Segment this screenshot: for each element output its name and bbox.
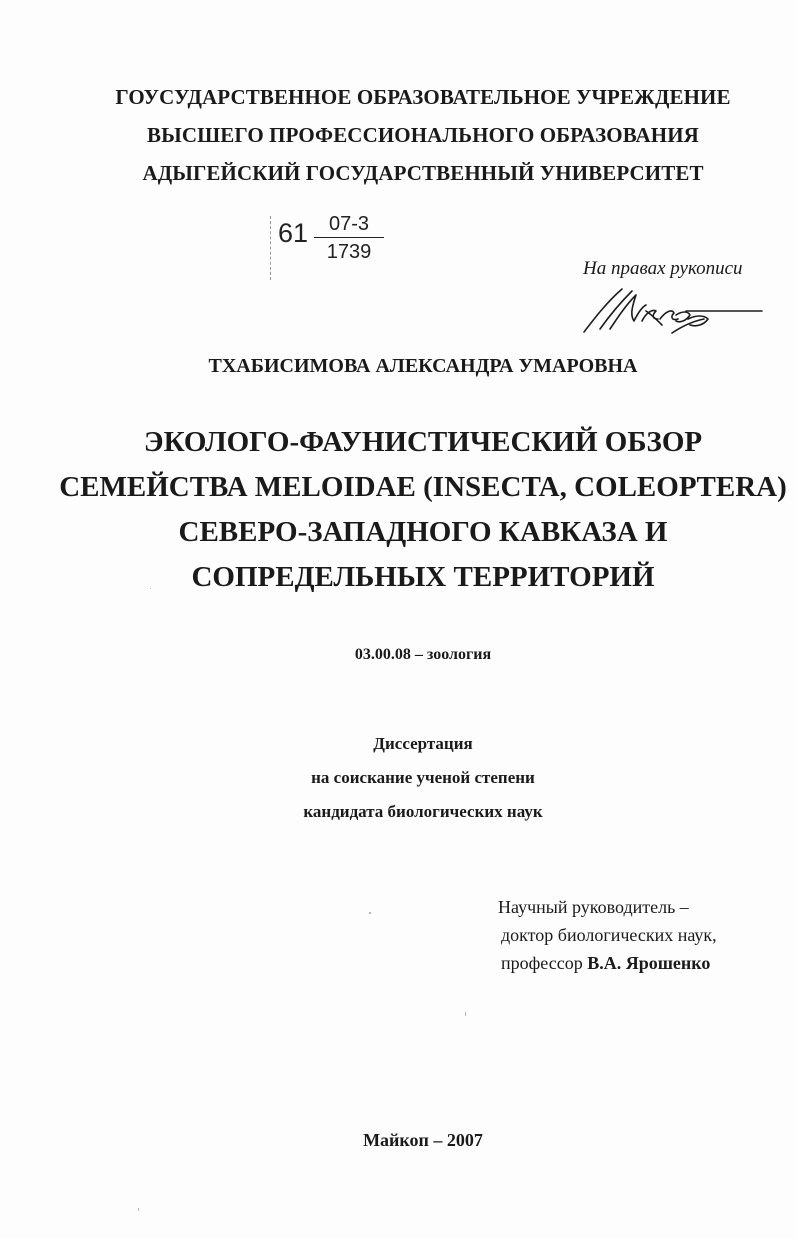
manuscript-rights-note: На правах рукописи <box>583 258 743 279</box>
scan-speck <box>465 1012 466 1016</box>
author-name: ТХАБИСИМОВА АЛЕКСАНДРА УМАРОВНА <box>208 355 638 377</box>
dissertation-title <box>0 420 796 600</box>
degree-line-1: Диссертация <box>373 734 473 753</box>
scan-speck <box>369 912 371 914</box>
title-line-4: СОПРЕДЕЛЬНЫХ ТЕРРИТОРИЙ <box>191 561 655 593</box>
scan-speck <box>138 1208 139 1211</box>
scientific-advisor <box>498 893 717 977</box>
advisor-role: Научный руководитель – <box>498 897 689 917</box>
advisor-degree: доктор биологических наук, <box>501 925 717 945</box>
advisor-name: В.А. Ярошенко <box>587 953 711 973</box>
place-and-year: Майкоп – 2007 <box>363 1130 483 1150</box>
fraction-bar <box>314 237 384 238</box>
archive-code-denominator: 1739 <box>326 241 372 263</box>
archive-code-numerator: 07-3 <box>328 213 370 235</box>
institution-line-2: ВЫСШЕГО ПРОФЕССИОНАЛЬНОГО ОБРАЗОВАНИЯ <box>147 123 699 147</box>
degree-line-3: кандидата биологических наук <box>303 802 543 821</box>
degree-statement <box>0 727 796 829</box>
institution-line-1: ГОУСУДАРСТВЕННОЕ ОБРАЗОВАТЕЛЬНОЕ УЧРЕЖДЕНИЕ <box>115 85 731 109</box>
institution-header <box>0 78 796 192</box>
title-line-2: СЕМЕЙСТВА MELOIDAE (INSECTA, COLEOPTERA) <box>59 471 787 503</box>
specialty-code: 03.00.08 – зоология <box>354 646 492 663</box>
archive-code-stamp <box>270 208 400 278</box>
archive-code-fraction <box>314 212 384 264</box>
institution-line-3: АДЫГЕЙСКИЙ ГОСУДАРСТВЕННЫЙ УНИВЕРСИТЕТ <box>142 161 704 185</box>
advisor-title-name <box>498 949 717 977</box>
title-line-1: ЭКОЛОГО-ФАУНИСТИЧЕСКИЙ ОБЗОР <box>143 426 703 458</box>
title-line-3: СЕВЕРО-ЗАПАДНОГО КАВКАЗА И <box>178 516 668 548</box>
scan-speck <box>150 588 151 589</box>
archive-code-prefix: 61 <box>278 218 309 248</box>
advisor-title: профессор <box>501 953 583 973</box>
stamp-margin-line <box>270 216 272 280</box>
degree-line-2: на соискание ученой степени <box>311 768 535 787</box>
author-signature <box>580 285 765 340</box>
